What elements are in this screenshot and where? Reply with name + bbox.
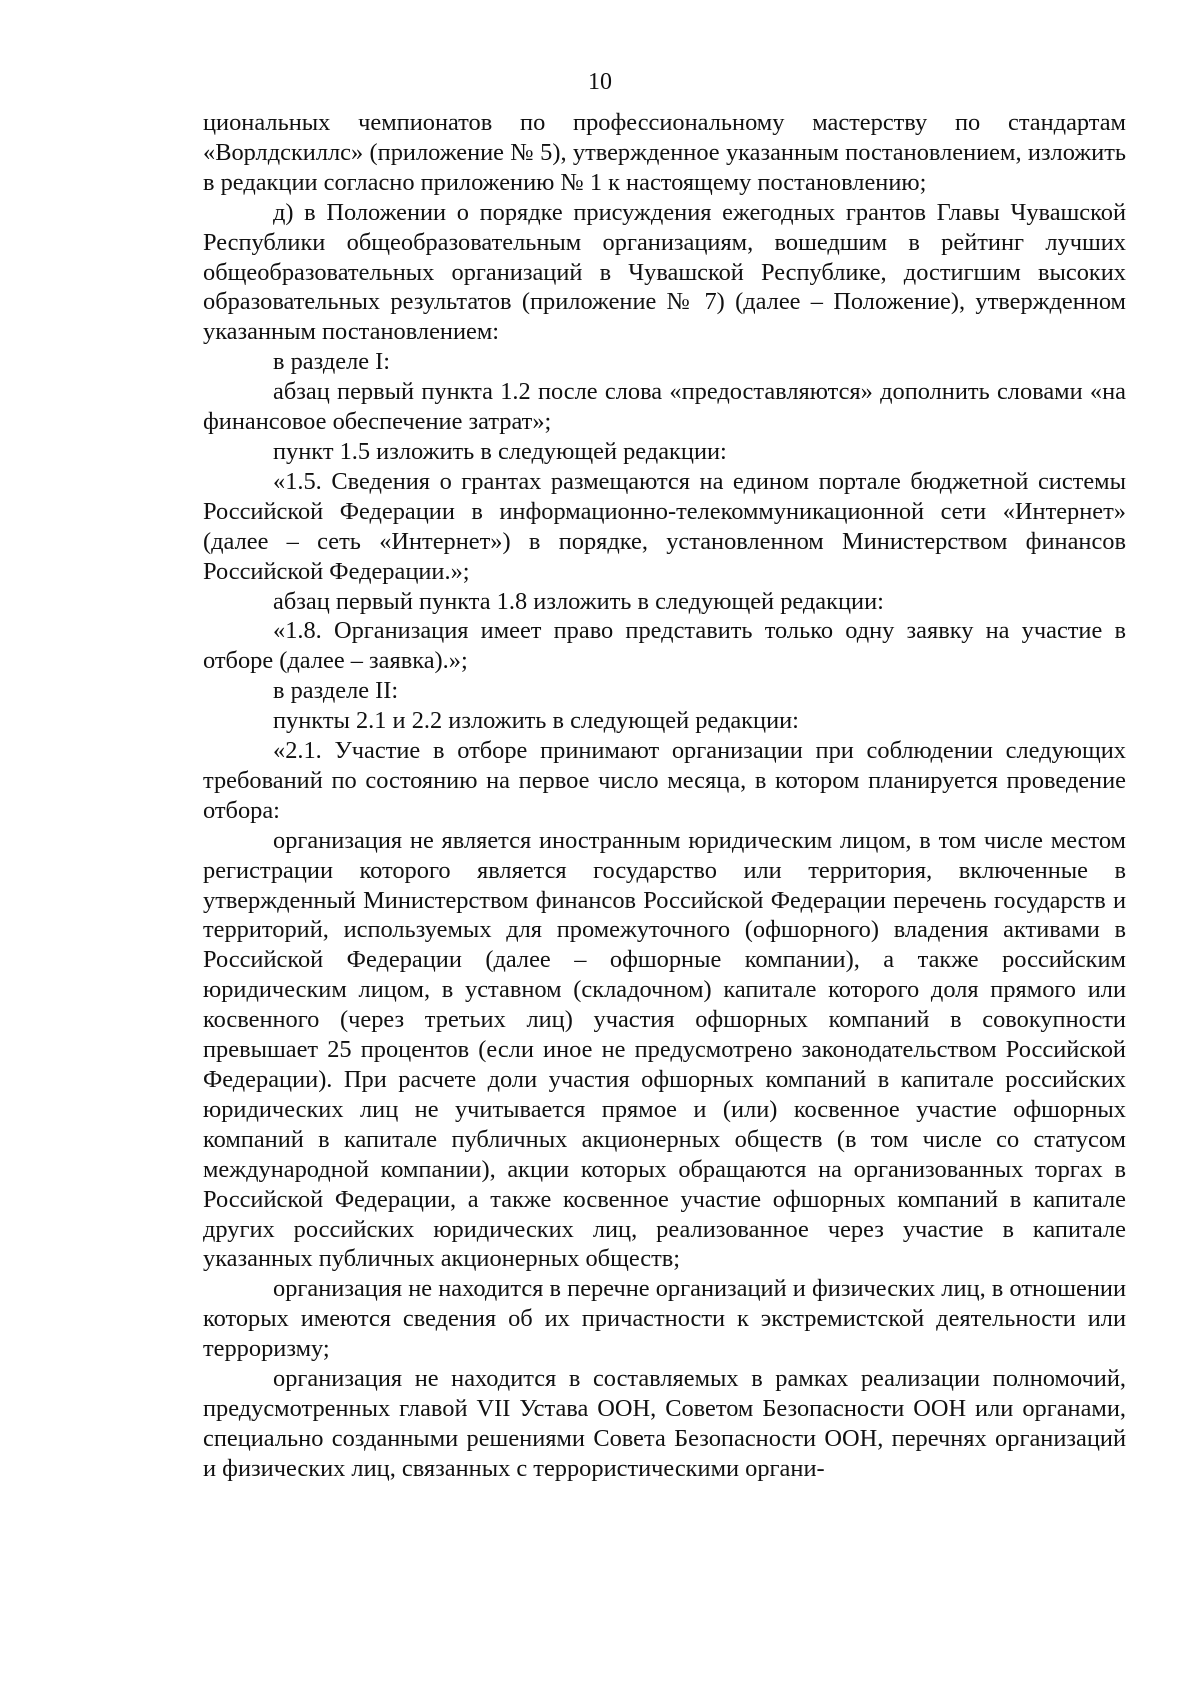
- paragraph-item-d: д) в Положении о порядке присуждения ежегодных грантов Главы Чувашской Республики общеобразовательным организациям, вошедшим в рейтинг лучших общеобразовательных организаций в Чувашской Республике, достигшим высоких образовательных результатов (приложение № 7) (далее – Положение), утвержденном указанным постановлением:: [203, 198, 1126, 346]
- paragraph-clauses-2-1-2-2-intro: пункты 2.1 и 2.2 изложить в следующей редакции:: [273, 707, 799, 735]
- document-body: [203, 108, 1126, 1484]
- paragraph-clause-1-2: абзац первый пункта 1.2 после слова «предоставляются» дополнить словами «на финансовое обеспечение затрат»;: [203, 378, 1126, 436]
- paragraph-requirement-extremism: организация не находится в перечне организаций и физических лиц, в отношении которых имеются сведения об их причастности к экстремистской деятельности или терроризму;: [203, 1275, 1126, 1363]
- paragraph-section-2: в разделе II:: [273, 677, 399, 705]
- paragraph-clause-1-5-intro: пункт 1.5 изложить в следующей редакции:: [273, 437, 727, 465]
- page-number: 10: [588, 69, 612, 95]
- paragraph-clause-1-8-intro: абзац первый пункта 1.8 изложить в следующей редакции:: [273, 587, 884, 615]
- paragraph-clause-2-1-text: «2.1. Участие в отборе принимают организации при соблюдении следующих требований по состоянию на первое число месяца, в котором планируется проведение отбора:: [203, 737, 1126, 824]
- paragraph-clause-1-5-text: «1.5. Сведения о грантах размещаются на едином портале бюджетной системы Российской Федерации в информационно-телекоммуникационной сети «Интернет» (далее – сеть «Интернет») в порядке, установленном Министерством финансов Российской Федерации.»;: [203, 467, 1126, 585]
- paragraph-requirement-un-lists: организация не находится в составляемых в рамках реализации полномочий, предусмотренных главой VII Устава ООН, Советом Безопасности ООН или органами, специально созданными решениями Совета Безопасности ООН, перечнях организаций и физических лиц, связанных с террористическими органи-: [203, 1365, 1126, 1482]
- paragraph-section-1: в разделе I:: [273, 348, 391, 376]
- paragraph-continuation: циональных чемпионатов по профессиональному мастерству по стандартам «Ворлдскиллс» (приложение № 5), утвержденное указанным постановлением, изложить в редакции согласно приложению № 1 к настоящему постановлению;: [203, 109, 1126, 196]
- paragraph-clause-1-8-text: «1.8. Организация имеет право представить только одну заявку на участие в отборе (далее – заявка).»;: [203, 617, 1126, 675]
- paragraph-requirement-offshore: организация не является иностранным юридическим лицом, в том числе местом регистрации которого является государство или территория, включенные в утвержденный Министерством финансов Российской Федерации перечень государств и территорий, используемых для промежуточного (офшорного) владения активами в Российской Федерации (далее – офшорные компании), а также российским юридическим лицом, в уставном (складочном) капитале которого доля прямого или косвенного (через третьих лиц) участия офшорных компаний в совокупности превышает 25 процентов (если иное не предусмотрено законодательством Российской Федерации). При расчете доли участия офшорных компаний в капитале российских юридических лиц не учитывается прямое и (или) косвенное участие офшорных компаний в капитале публичных акционерных обществ (в том числе со статусом международной компании), акции которых обращаются на организованных торгах в Российской Федерации, а также косвенное участие офшорных компаний в капитале других российских юридических лиц, реализованное через участие в капитале указанных публичных акционерных обществ;: [203, 826, 1126, 1273]
